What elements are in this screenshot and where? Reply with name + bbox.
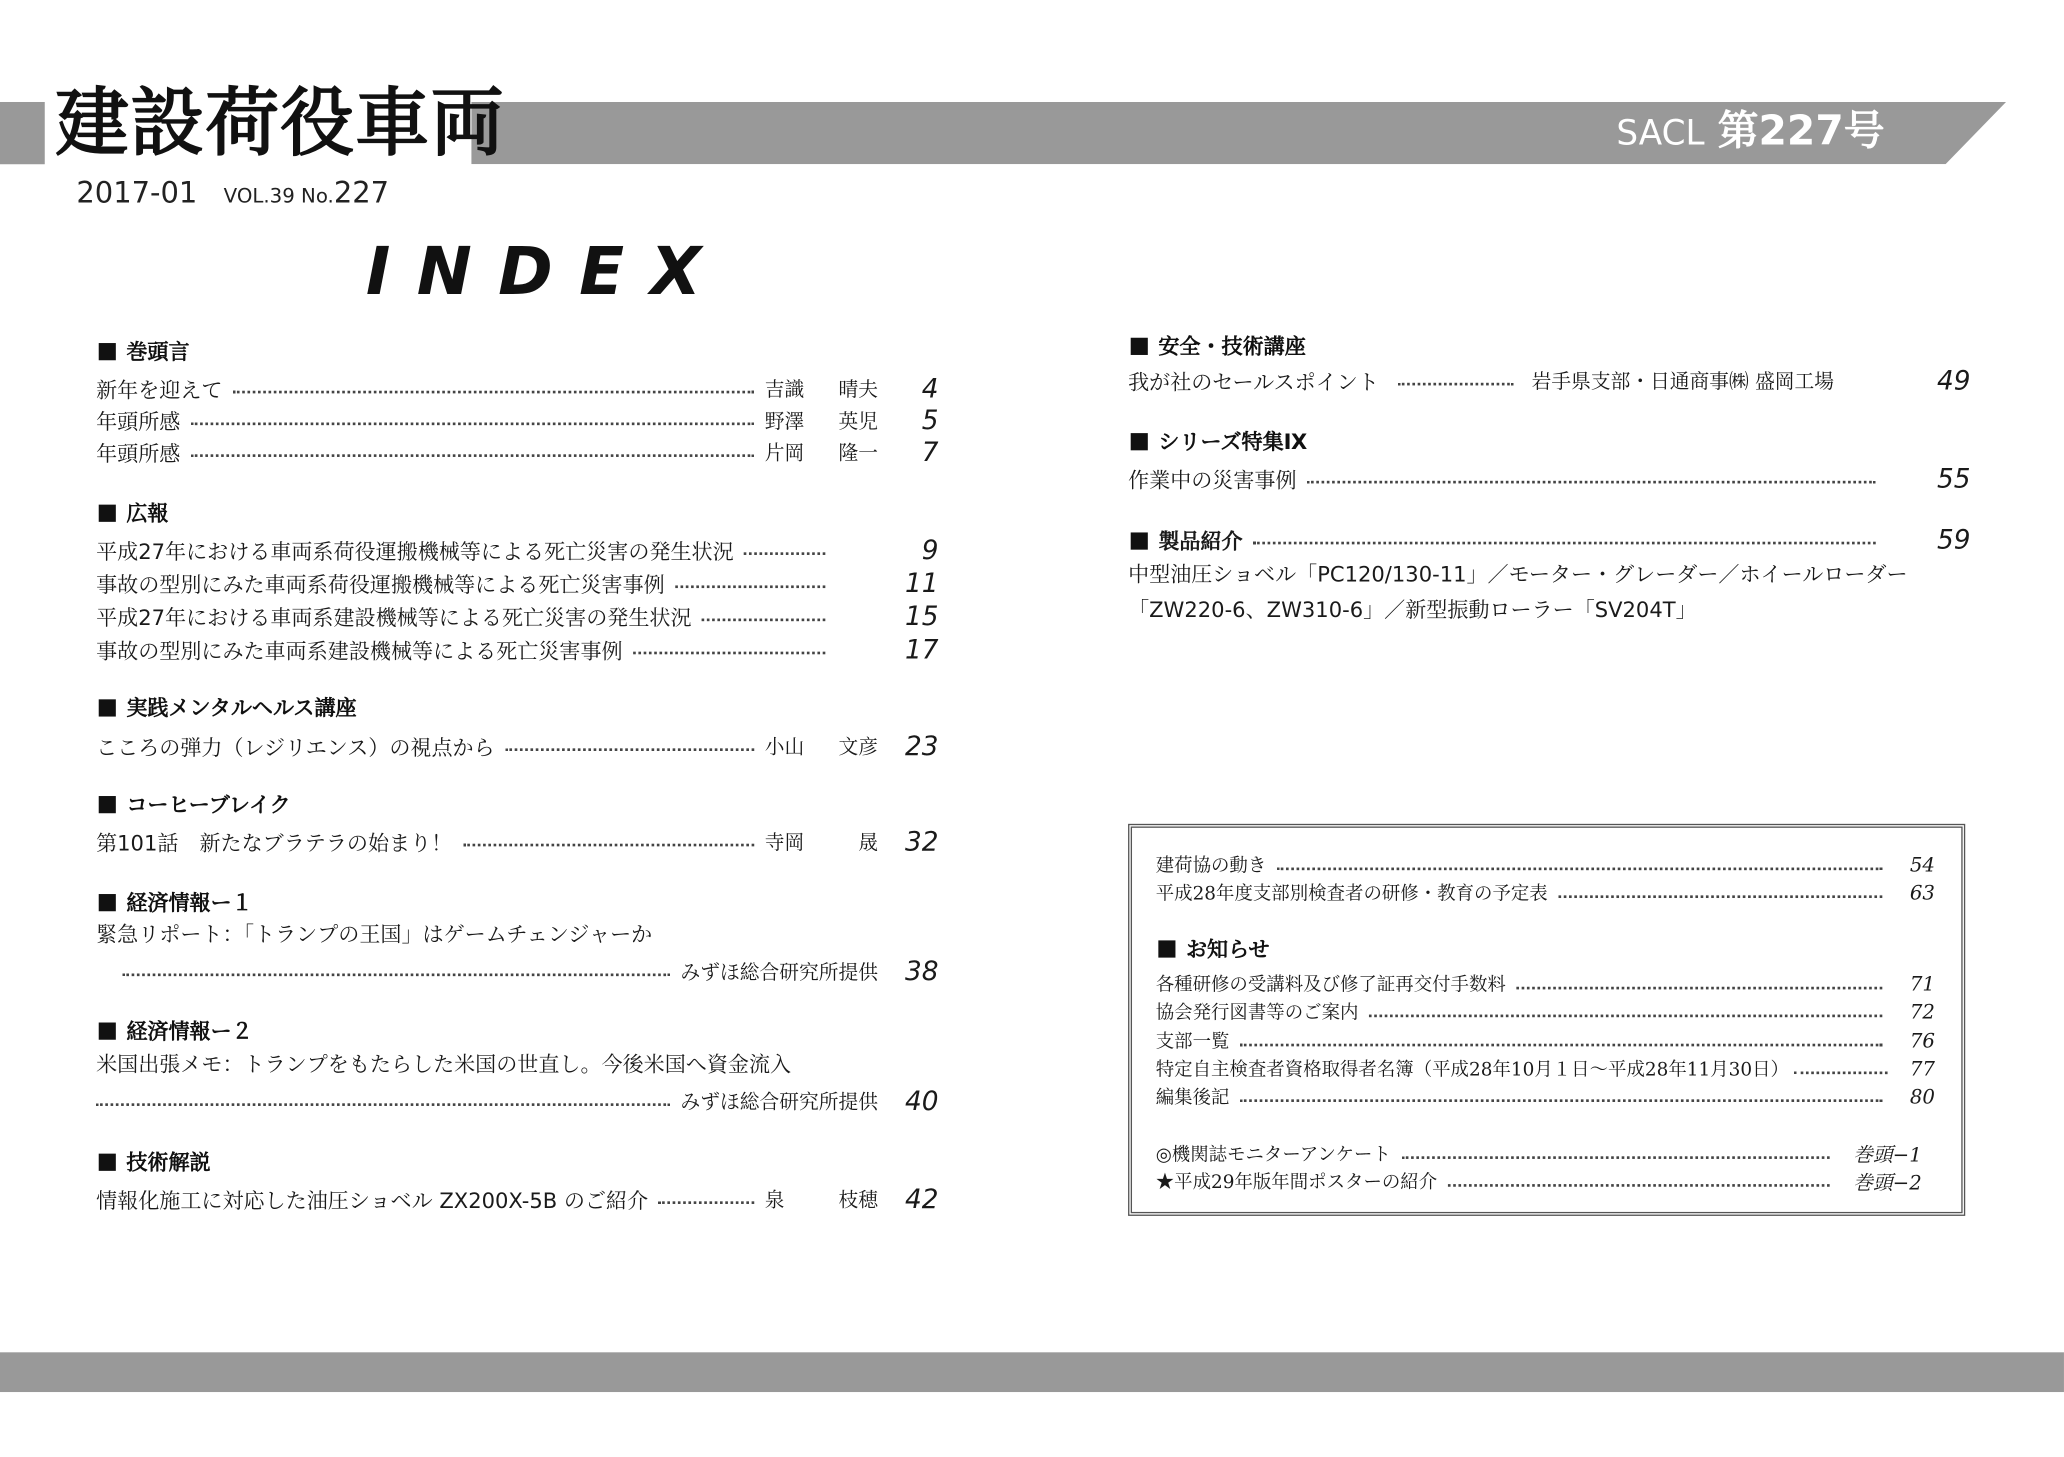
page-number: 49: [1936, 364, 1971, 397]
section-heading: シリーズ特集Ⅸ: [1131, 432, 1308, 453]
square-bullet-icon: [1158, 940, 1175, 957]
leader-dots: [1448, 1184, 1830, 1187]
section-heading: 経済情報ー１: [99, 893, 253, 914]
page-number: 23: [905, 729, 939, 762]
toc-entry[interactable]: 特定自主検査者資格取得者名簿（平成28年10月１日〜平成28年11月30日） 77: [1155, 1056, 1935, 1081]
section-heading: 技術解説: [99, 1152, 211, 1173]
leader-dots: [1516, 987, 1882, 990]
square-bullet-icon: [99, 1023, 116, 1040]
page-number: 63: [1909, 880, 1935, 905]
author: 岩手県支部・日通商事㈱ 盛岡工場: [1531, 368, 1835, 393]
leader-dots: [1240, 1044, 1882, 1047]
issue-date-line: [76, 177, 390, 211]
page-number: 77: [1909, 1056, 1935, 1081]
section-heading: 製品紹介: [1158, 527, 1243, 553]
section-heading: 経済情報ー２: [99, 1021, 253, 1042]
square-bullet-icon: [99, 699, 116, 716]
page-number: 71: [1909, 972, 1935, 997]
square-bullet-icon: [99, 1154, 116, 1171]
section-heading: 安全・技術講座: [1131, 336, 1306, 357]
author: 泉 枝穂: [764, 1187, 878, 1212]
section-heading: 実践メンタルヘルス講座: [99, 698, 357, 719]
page-number: 80: [1909, 1084, 1935, 1109]
toc-entry[interactable]: 作業中の災害事例 55: [1128, 462, 1971, 495]
page-number: 7: [921, 435, 939, 468]
page-number: 54: [1909, 852, 1935, 877]
toc-entry[interactable]: 新年を迎えて 吉識 晴夫 4: [96, 372, 939, 404]
footer-bar: [0, 1352, 2064, 1392]
toc-entry[interactable]: 各種研修の受講料及び修了証再交付手数料 71: [1155, 972, 1935, 997]
leader-dots: [505, 748, 754, 751]
page-number: 72: [1909, 999, 1935, 1024]
issue-number: 第227号: [1717, 107, 1885, 155]
leader-dots: [1307, 481, 1876, 484]
leader-dots: [633, 652, 825, 655]
toc-entry[interactable]: 情報化施工に対応した油圧ショベル ZX200X-5B のご紹介 泉 枝穂 42: [96, 1182, 939, 1215]
author: 片岡 隆一: [764, 440, 878, 465]
author: 吉識 晴夫: [764, 376, 878, 401]
page-number: 32: [905, 825, 939, 857]
leader-dots: [122, 974, 670, 977]
toc-entry[interactable]: 我が社のセールスポイント 岩手県支部・日通商事㈱ 盛岡工場 49: [1128, 364, 1971, 397]
leader-dots: [191, 454, 754, 457]
toc-entry[interactable]: 建荷協の動き 54: [1155, 852, 1935, 877]
page-number: 55: [1936, 462, 1971, 495]
page-number: 巻頭−1: [1853, 1142, 1922, 1167]
page-number: 15: [905, 599, 939, 632]
toc-entry[interactable]: [96, 956, 938, 985]
square-bullet-icon: [99, 894, 116, 911]
square-bullet-icon: [99, 796, 116, 813]
leader-dots: [1794, 1072, 1887, 1075]
leader-dots: [96, 1103, 670, 1106]
toc-entry[interactable]: 第101話 新たなブラテラの始まり！ 寺岡 晟 32: [96, 825, 939, 857]
leader-dots: [233, 391, 754, 394]
volume-number: 227: [333, 177, 390, 211]
toc-entry[interactable]: 平成27年における車両系建設機械等による死亡災害の発生状況 15: [96, 599, 939, 632]
page-number: 巻頭−2: [1853, 1170, 1922, 1195]
section-heading: 巻頭言: [99, 342, 190, 363]
toc-entry-title[interactable]: 米国出張メモ：トランプをもたらした米国の世直し。今後米国へ資金流入: [96, 1051, 792, 1077]
square-bullet-icon: [99, 505, 116, 522]
leader-dots: [744, 552, 825, 555]
toc-entry[interactable]: 事故の型別にみた車両系建設機械等による死亡災害事例 17: [96, 633, 939, 665]
product-line: 「ZW220-6、ZW310-6」／新型振動ローラー「SV204T」: [1128, 597, 1697, 623]
toc-entry-title[interactable]: 緊急リポート：「トランプの王国」はゲームチェンジャーか: [96, 921, 653, 948]
toc-entry[interactable]: こころの弾力（レジリエンス）の視点から 小山 文彦 23: [96, 729, 939, 762]
index-title: INDEX: [365, 233, 728, 310]
toc-entry[interactable]: 年頭所感 野澤 英児 5: [96, 403, 939, 436]
toc-entry[interactable]: [96, 1086, 938, 1115]
page-number: 17: [905, 633, 939, 665]
author: みずほ総合研究所提供: [680, 959, 878, 984]
leader-dots: [1369, 1015, 1882, 1018]
issue-badge: [1616, 107, 1885, 155]
author: 野澤 英児: [764, 408, 878, 433]
page-number: 11: [905, 566, 939, 599]
page-number: 42: [905, 1182, 939, 1215]
section-heading: コーヒーブレイク: [99, 795, 291, 816]
page-number: 76: [1909, 1029, 1935, 1053]
volume-label: VOL.39 No.: [223, 184, 334, 208]
square-bullet-icon: [1131, 532, 1148, 549]
section-heading-row[interactable]: [1131, 525, 1971, 554]
leader-dots: [191, 423, 754, 426]
page-number: 40: [905, 1084, 939, 1117]
author: みずほ総合研究所提供: [680, 1089, 878, 1114]
leader-dots: [1397, 383, 1513, 386]
publisher-name: SACL: [1616, 113, 1705, 154]
leader-dots: [1558, 895, 1882, 898]
leader-dots: [675, 585, 825, 588]
page-number: 38: [905, 954, 939, 987]
toc-entry[interactable]: 協会発行図書等のご案内 72: [1155, 999, 1935, 1024]
square-bullet-icon: [1131, 338, 1148, 355]
leader-dots: [1240, 1099, 1882, 1102]
page-number: 5: [921, 403, 939, 436]
page-number: 4: [921, 372, 939, 404]
toc-entry[interactable]: 編集後記 80: [1155, 1084, 1935, 1109]
toc-entry[interactable]: 平成28年度支部別検査者の研修・教育の予定表 63: [1155, 880, 1935, 905]
toc-entry[interactable]: ★平成29年版年間ポスターの紹介 巻頭−2: [1156, 1168, 1922, 1194]
toc-entry[interactable]: 平成27年における車両系荷役運搬機械等による死亡災害の発生状況 9: [96, 533, 939, 566]
notice-box: [1128, 824, 1965, 1216]
magazine-title: 建設荷役車両: [55, 80, 506, 167]
toc-entry[interactable]: 事故の型別にみた車両系荷役運搬機械等による死亡災害事例 11: [96, 566, 939, 599]
leader-dots: [1277, 868, 1882, 871]
leader-dots: [463, 844, 754, 847]
issue-date: 2017-01: [76, 177, 198, 211]
page-number: 59: [1936, 523, 1971, 555]
toc-entry[interactable]: ◎機関誌モニターアンケート 巻頭−1: [1156, 1140, 1922, 1166]
section-heading: お知らせ: [1158, 939, 1269, 960]
author: 小山 文彦: [764, 734, 878, 759]
page-number: 9: [921, 533, 939, 566]
leader-dots: [1401, 1156, 1829, 1159]
product-line: 中型油圧ショベル「PC120/130-11」／モーター・グレーダー／ホイールローダー: [1128, 561, 1908, 587]
leader-dots: [1253, 542, 1876, 545]
toc-entry[interactable]: 支部一覧 76: [1155, 1029, 1935, 1053]
leader-dots: [659, 1201, 755, 1204]
author: 寺岡 晟: [764, 829, 878, 854]
toc-entry[interactable]: 年頭所感 片岡 隆一 7: [96, 435, 939, 468]
square-bullet-icon: [1131, 433, 1148, 450]
square-bullet-icon: [99, 343, 116, 360]
section-heading: 広報: [99, 503, 169, 524]
header-bar-left: [0, 102, 45, 164]
leader-dots: [702, 619, 825, 622]
